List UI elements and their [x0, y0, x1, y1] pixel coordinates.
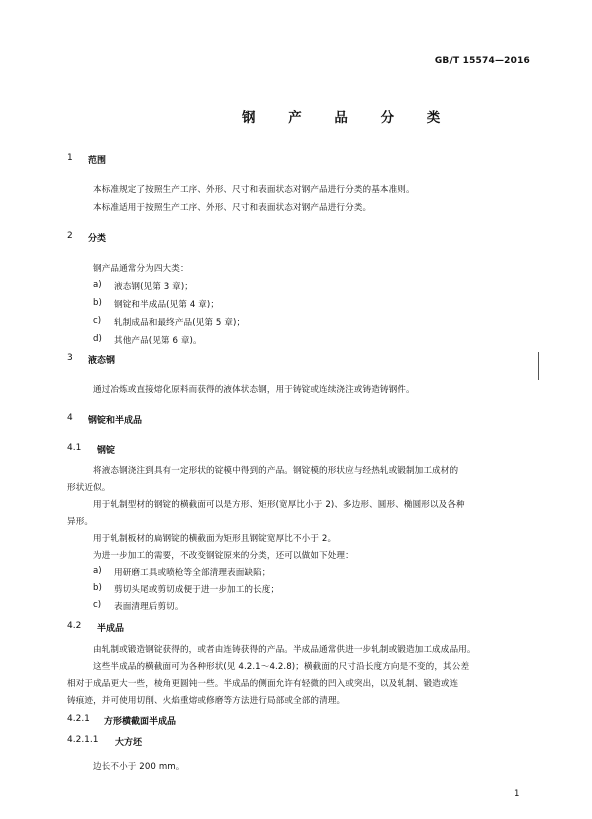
paragraph: 将液态钢浇注到具有一定形状的锭模中得到的产品。钢锭模的形状应与经热轧或锻制加工成材的 — [93, 466, 459, 476]
list-marker: c) — [93, 316, 102, 326]
section-number: 2 — [67, 231, 73, 241]
section-title: 液态钢 — [88, 356, 116, 366]
section-title: 钢锭和半成品 — [88, 416, 143, 426]
list-text: 其他产品(见第 6 章)。 — [114, 336, 202, 346]
list-marker: b) — [93, 583, 102, 593]
section-title: 方形横截面半成品 — [104, 717, 177, 727]
list-text: 轧制成品和最终产品(见第 5 章)； — [114, 318, 246, 328]
list-text: 液态钢(见第 3 章)； — [114, 282, 193, 292]
page-number: 1 — [514, 789, 520, 799]
list-marker: b) — [93, 298, 102, 308]
section-number: 4.1 — [67, 443, 82, 453]
section-title: 范围 — [88, 156, 107, 166]
section-number: 4.2 — [67, 621, 82, 631]
paragraph: 钢产品通常分为四大类： — [93, 264, 189, 274]
paragraph: 用于轧制板材的扁钢锭的横截面为矩形且钢锭宽厚比不小于 2。 — [93, 534, 337, 544]
section-number: 1 — [67, 153, 73, 163]
section-number: 4.2.1 — [67, 714, 90, 724]
paragraph: 边长不小于 200 mm。 — [93, 762, 185, 772]
section-number: 3 — [67, 353, 73, 363]
paragraph: 为进一步加工的需要，不改变钢锭原来的分类，还可以做如下处理： — [93, 551, 354, 561]
list-marker: d) — [93, 334, 102, 344]
document-title: 钢 产 品 分 类 — [242, 110, 455, 126]
section-title: 半成品 — [97, 624, 125, 634]
list-text: 用研磨工具或喷枪等全部清理表面缺陷； — [114, 568, 271, 578]
list-text: 表面清理后剪切。 — [114, 602, 184, 612]
paragraph: 由轧制或锻造钢锭获得的，或者由连铸获得的产品。半成品通常供进一步轧制或锻造加工成成品用。 — [93, 645, 476, 655]
paragraph: 通过冶炼或直接熔化原料而获得的液体状态钢，用于铸锭或连续浇注或铸造铸钢件。 — [93, 385, 415, 395]
list-text: 剪切头尾或剪切成便于进一步加工的长度； — [114, 585, 280, 595]
list-text: 钢锭和半成品(见第 4 章)； — [114, 300, 220, 310]
standard-code: GB/T 15574—2016 — [434, 56, 530, 66]
paragraph: 本标准规定了按照生产工序、外形、尺寸和表面状态对钢产品进行分类的基本准则。 — [93, 185, 415, 195]
section-title: 大方坯 — [115, 738, 143, 748]
section-number: 4 — [67, 413, 73, 423]
paragraph-continuation: 形状近似。 — [67, 483, 111, 493]
change-bar — [538, 352, 539, 380]
section-number: 4.2.1.1 — [67, 735, 99, 745]
paragraph: 本标准适用于按照生产工序、外形、尺寸和表面状态对钢产品进行分类。 — [93, 203, 372, 213]
paragraph-continuation: 异形。 — [67, 517, 94, 527]
paragraph: 这些半成品的横截面可为各种形状(见 4.2.1～4.2.8)；横截面的尺寸沿长度方向是不变的，其公差 — [93, 662, 470, 672]
paragraph-continuation: 相对于成品更大一些，棱角更圆钝一些。半成品的侧面允许有轻微的凹入或突出，以及轧制、锻造或连 — [67, 679, 459, 689]
list-marker: c) — [93, 600, 102, 610]
list-marker: a) — [93, 280, 102, 290]
paragraph-continuation: 铸痕迹，并可使用切削、火焰重熔或修磨等方法进行局部或全部的清理。 — [67, 696, 346, 706]
section-title: 分类 — [88, 234, 107, 244]
section-title: 钢锭 — [97, 446, 116, 456]
paragraph: 用于轧制型材的钢锭的横截面可以是方形、矩形(宽厚比小于 2)、多边形、圆形、椭圆形以及各种 — [93, 500, 465, 510]
list-marker: a) — [93, 566, 102, 576]
